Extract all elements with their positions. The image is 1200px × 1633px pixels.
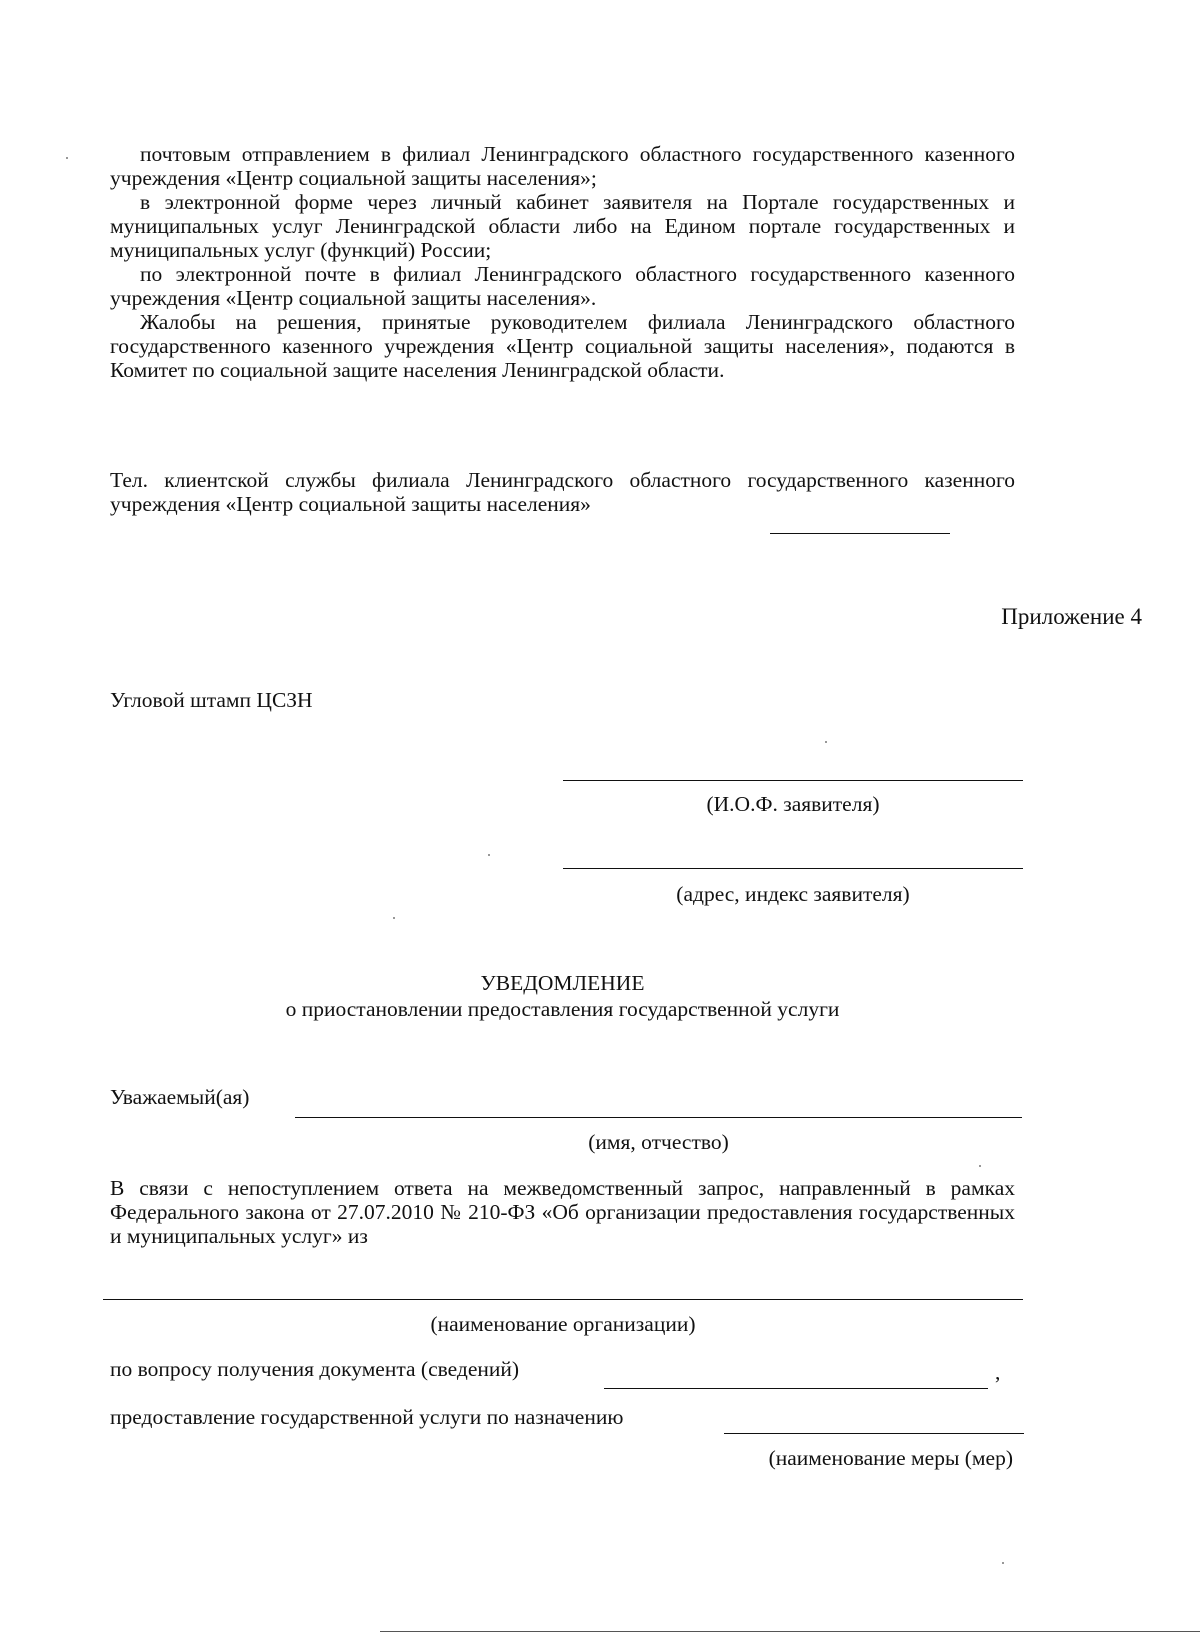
applicant-name-line — [563, 780, 1023, 781]
organization-caption: (наименование организации) — [430, 1312, 696, 1336]
notice-title: УВЕДОМЛЕНИЕ — [480, 971, 645, 995]
applicant-address-caption: (адрес, индекс заявителя) — [676, 882, 910, 906]
applicant-address-line — [563, 868, 1023, 869]
phone-block — [110, 468, 1015, 516]
complaint-method-post: почтовым отправлением в филиал Ленинградского областного государственного казенного учреждения «Центр социальной защиты населения»; — [110, 142, 1015, 190]
corner-stamp-label: Угловой штамп ЦСЗН — [110, 688, 313, 712]
scan-speck — [488, 854, 490, 856]
scan-speck — [66, 157, 68, 159]
complaint-method-email: по электронной почте в филиал Ленинградского областного государственного казенного учреждения «Центр социальной защиты населения». — [110, 262, 1015, 310]
document-question-line — [604, 1388, 988, 1389]
comma-mark: , — [995, 1360, 1001, 1384]
body-text: В связи с непоступлением ответа на межведомственный запрос, направленный в рамках Федерального закона от 27.07.2010 № 210-ФЗ «Об организации предоставления государственных и муниципальных услуг» из — [110, 1176, 1015, 1248]
complaint-committee: Жалобы на решения, принятые руководителем филиала Ленинградского областного государственного казенного учреждения «Центр социальной защиты населения», подаются в Комитет по социальной защите населения Ленинградской области. — [110, 310, 1015, 382]
document-question-label: по вопросу получения документа (сведений) — [110, 1357, 520, 1381]
measure-line — [724, 1433, 1024, 1434]
body-block — [110, 1176, 1015, 1248]
organization-line — [103, 1299, 1023, 1300]
scan-bottom-edge — [380, 1631, 1200, 1632]
applicant-name-caption: (И.О.Ф. заявителя) — [706, 792, 880, 816]
service-provision-label: предоставление государственной услуги по назначению — [110, 1405, 624, 1429]
complaint-method-portal: в электронной форме через личный кабинет заявителя на Портале государственных и муниципальных услуг Ленинградской области либо на Едином портале государственных и муниципальных услуг (функций) России; — [110, 190, 1015, 262]
phone-field-line — [770, 533, 950, 534]
scan-speck — [393, 917, 395, 919]
greeting-label: Уважаемый(ая) — [110, 1085, 250, 1109]
scan-speck — [825, 741, 827, 743]
appendix-label: Приложение 4 — [1001, 604, 1142, 629]
greeting-name-line — [295, 1117, 1022, 1118]
scan-speck — [979, 1165, 981, 1167]
measure-caption: (наименование меры (мер) — [768, 1446, 1013, 1470]
scan-speck — [1002, 1562, 1004, 1564]
greeting-caption: (имя, отчество) — [588, 1130, 729, 1154]
notice-subtitle: о приостановлении предоставления государственной услуги — [285, 997, 840, 1021]
phone-text: Тел. клиентской службы филиала Ленинградского областного государственного казенного учреждения «Центр социальной защиты населения» — [110, 468, 1015, 516]
complaint-methods — [110, 142, 1015, 382]
